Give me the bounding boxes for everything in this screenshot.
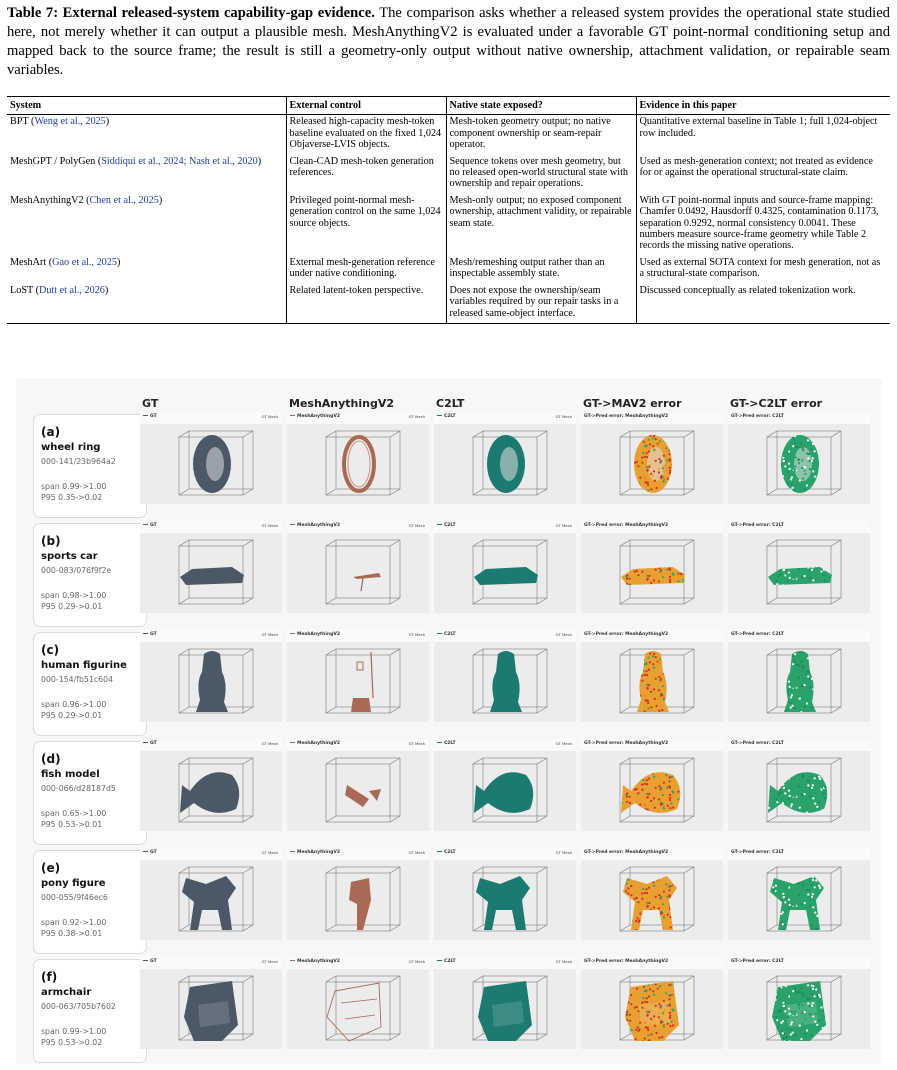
- gt-mesh-label: GT Mesh: [408, 959, 425, 964]
- panel-legend: GT->Pred error: C2LT: [731, 414, 784, 419]
- citation-link[interactable]: Siddiqui et al., 2024; Nash et al., 2020: [101, 155, 258, 167]
- cell-system: [7, 256, 286, 284]
- gt-mesh-label: GT Mesh: [555, 523, 572, 528]
- render-panel-gt: [140, 739, 282, 831]
- render-panel-gt: [140, 521, 282, 613]
- gt-mesh-label: GT Mesh: [555, 741, 572, 746]
- panel-legend: GT->Pred error: C2LT: [731, 523, 784, 528]
- cell-native-state: Mesh/remeshing output rather than an inspectable assembly state.: [446, 256, 636, 284]
- citation-link[interactable]: Gao et al., 2025: [52, 256, 117, 268]
- object-card: [33, 959, 147, 1063]
- gt-mesh-label: GT Mesh: [261, 414, 278, 419]
- object-span: span 0.99->1.00: [41, 482, 107, 491]
- system-name-end: ): [158, 194, 163, 206]
- panel-legend: C2LT: [437, 414, 456, 419]
- render-panel-err-mav2: [581, 521, 723, 613]
- citation-link[interactable]: Chen et al., 2025: [89, 194, 159, 206]
- render-panel-err-mav2: [581, 739, 723, 831]
- render-panel-gt: [140, 630, 282, 722]
- panel-legend: GT->Pred error: C2LT: [731, 959, 784, 964]
- render-panel-err-c2lt: [728, 521, 870, 613]
- system-name-end: ): [116, 256, 121, 268]
- render-panel-c2lt: [434, 848, 576, 940]
- system-name-end: ): [105, 116, 110, 128]
- gt-mesh-label: GT Mesh: [555, 850, 572, 855]
- panel-legend: C2LT: [437, 959, 456, 964]
- panel-legend: GT: [143, 850, 157, 855]
- cell-external-control: Clean-CAD mesh-token generation references.: [286, 155, 446, 194]
- panel-legend: C2LT: [437, 850, 456, 855]
- gt-mesh-label: GT Mesh: [408, 632, 425, 637]
- object-letter: (d): [41, 752, 61, 766]
- object-p95: P95 0.29->0.01: [41, 711, 103, 720]
- render-panel-mav2: [287, 412, 429, 504]
- cell-native-state: Mesh-token geometry output; no native component ownership or seam-repair operator.: [446, 115, 636, 155]
- object-letter: (a): [41, 425, 61, 439]
- object-name: human figurine: [41, 660, 127, 671]
- object-name: fish model: [41, 769, 100, 780]
- cell-evidence: Used as mesh-generation context; not treated as evidence for or against the operational structural-state claim.: [636, 155, 890, 194]
- object-p95: P95 0.38->0.01: [41, 929, 103, 938]
- panel-legend: MeshAnythingV2: [290, 523, 340, 528]
- object-letter: (c): [41, 643, 60, 657]
- render-panel-c2lt: [434, 739, 576, 831]
- object-name: wheel ring: [41, 442, 101, 453]
- panel-legend: GT: [143, 414, 157, 419]
- cell-external-control: Released high-capacity mesh-token baseline evaluated on the fixed 1,024 Objaverse-LVIS objects.: [286, 115, 446, 155]
- gt-mesh-label: GT Mesh: [261, 523, 278, 528]
- header-external-control: External control: [286, 97, 446, 115]
- panel-legend: GT: [143, 632, 157, 637]
- object-id: 000-066/d28187d5: [41, 784, 116, 793]
- object-letter: (f): [41, 970, 58, 984]
- gt-mesh-label: GT Mesh: [261, 850, 278, 855]
- cell-evidence: With GT point-normal inputs and source-frame mapping: Chamfer 0.0492, Hausdorff 0.4325, contamination 0.1173, separation 0.9292, normal consistency 0.0041. These numbers measure source-frame geometry while Table 2 records the missing native operations.: [636, 194, 890, 256]
- render-panel-mav2: [287, 957, 429, 1049]
- object-name: sports car: [41, 551, 98, 562]
- gt-mesh-label: GT Mesh: [555, 414, 572, 419]
- table-row-meshart: [7, 256, 890, 284]
- cell-system: [7, 115, 286, 155]
- col-header-gt-mav2-error: GT->MAV2 error: [583, 397, 682, 410]
- object-card: [33, 523, 147, 627]
- gt-mesh-label: GT Mesh: [408, 850, 425, 855]
- header-evidence: Evidence in this paper: [636, 97, 890, 115]
- object-id: 000-154/fb51c604: [41, 675, 113, 684]
- render-panel-err-mav2: [581, 630, 723, 722]
- render-panel-c2lt: [434, 412, 576, 504]
- system-name-end: ): [257, 155, 262, 167]
- render-panel-err-c2lt: [728, 739, 870, 831]
- cell-evidence: Discussed conceptually as related tokenization work.: [636, 284, 890, 324]
- col-header-gt-c2lt-error: GT->C2LT error: [730, 397, 823, 410]
- panel-legend: GT->Pred error: MeshAnythingV2: [584, 632, 669, 637]
- system-name: MeshGPT / PolyGen (: [10, 155, 102, 167]
- qualitative-comparison-figure: [16, 378, 882, 1064]
- object-p95: P95 0.29->0.01: [41, 602, 103, 611]
- header-system: System: [7, 97, 286, 115]
- panel-legend: GT->Pred error: MeshAnythingV2: [584, 741, 669, 746]
- panel-legend: GT->Pred error: MeshAnythingV2: [584, 523, 669, 528]
- panel-legend: MeshAnythingV2: [290, 850, 340, 855]
- panel-legend: MeshAnythingV2: [290, 632, 340, 637]
- panel-legend: GT->Pred error: C2LT: [731, 850, 784, 855]
- panel-legend: GT: [143, 741, 157, 746]
- panel-legend: GT->Pred error: MeshAnythingV2: [584, 850, 669, 855]
- object-span: span 0.65->1.00: [41, 809, 107, 818]
- panel-legend: GT->Pred error: C2LT: [731, 632, 784, 637]
- object-card: [33, 741, 147, 845]
- system-name: BPT (: [10, 116, 35, 128]
- table-row-lost: [7, 284, 890, 324]
- table-header-row: [7, 97, 890, 115]
- render-panel-mav2: [287, 521, 429, 613]
- citation-link[interactable]: Weng et al., 2025: [34, 116, 106, 128]
- object-id: 000-141/23b964a2: [41, 457, 116, 466]
- gt-mesh-label: GT Mesh: [261, 959, 278, 964]
- render-panel-err-c2lt: [728, 957, 870, 1049]
- render-panel-mav2: [287, 848, 429, 940]
- panel-legend: C2LT: [437, 632, 456, 637]
- object-p95: P95 0.35->0.02: [41, 493, 103, 502]
- object-span: span 0.92->1.00: [41, 918, 107, 927]
- gt-mesh-label: GT Mesh: [261, 632, 278, 637]
- system-name: LoST (: [10, 284, 39, 296]
- object-name: armchair: [41, 987, 92, 998]
- col-header-gt: GT: [142, 397, 159, 410]
- caption-text: The comparison asks whether a released system provides the operational state studied here, not merely whether it can output a plausible mesh. MeshAnythingV2 is evaluated under a favorable GT point-normal conditioning setup and mapped back to the source frame; the result is still a geometry-only output without native ownership, attachment validation, or repairable seam variables.: [7, 5, 890, 78]
- gt-mesh-label: GT Mesh: [261, 741, 278, 746]
- col-header-meshanythingv2: MeshAnythingV2: [289, 397, 395, 410]
- panel-legend: GT->Pred error: C2LT: [731, 741, 784, 746]
- panel-legend: C2LT: [437, 523, 456, 528]
- render-panel-err-mav2: [581, 848, 723, 940]
- object-card: [33, 632, 147, 736]
- caption-label: Table 7: External released-system capability-gap evidence.: [7, 5, 375, 21]
- object-id: 000-055/9f46ec6: [41, 893, 108, 902]
- object-span: span 0.98->1.00: [41, 591, 107, 600]
- render-panel-c2lt: [434, 957, 576, 1049]
- cell-native-state: Does not expose the ownership/seam variables required by our repair tasks in a released same-object interface.: [446, 284, 636, 324]
- capability-gap-table: [7, 96, 890, 324]
- panel-legend: GT: [143, 959, 157, 964]
- render-panel-mav2: [287, 739, 429, 831]
- gt-mesh-label: GT Mesh: [555, 632, 572, 637]
- cell-system: [7, 284, 286, 324]
- render-panel-err-mav2: [581, 412, 723, 504]
- panel-legend: GT->Pred error: MeshAnythingV2: [584, 959, 669, 964]
- table-caption: [7, 4, 890, 80]
- object-span: span 0.96->1.00: [41, 700, 107, 709]
- panel-legend: MeshAnythingV2: [290, 414, 340, 419]
- panel-legend: GT: [143, 523, 157, 528]
- gt-mesh-label: GT Mesh: [408, 414, 425, 419]
- object-span: span 0.99->1.00: [41, 1027, 107, 1036]
- system-name: MeshArt (: [10, 256, 53, 268]
- render-panel-err-mav2: [581, 957, 723, 1049]
- gt-mesh-label: GT Mesh: [408, 741, 425, 746]
- render-panel-c2lt: [434, 521, 576, 613]
- render-panel-gt: [140, 848, 282, 940]
- render-panel-mav2: [287, 630, 429, 722]
- cell-external-control: Related latent-token perspective.: [286, 284, 446, 324]
- table-row-bpt: [7, 115, 890, 155]
- gt-mesh-label: GT Mesh: [555, 959, 572, 964]
- object-letter: (b): [41, 534, 61, 548]
- render-panel-gt: [140, 412, 282, 504]
- object-card: [33, 850, 147, 954]
- object-id: 000-063/705b7602: [41, 1002, 116, 1011]
- cell-system: [7, 155, 286, 194]
- object-p95: P95 0.53->0.01: [41, 820, 103, 829]
- cell-external-control: Privileged point-normal mesh-generation control on the same 1,024 source objects.: [286, 194, 446, 256]
- render-panel-gt: [140, 957, 282, 1049]
- render-panel-err-c2lt: [728, 630, 870, 722]
- cell-external-control: External mesh-generation reference under native conditioning.: [286, 256, 446, 284]
- object-card: [33, 414, 147, 518]
- gt-mesh-label: GT Mesh: [408, 523, 425, 528]
- object-letter: (e): [41, 861, 61, 875]
- render-panel-err-c2lt: [728, 412, 870, 504]
- object-name: pony figure: [41, 878, 106, 889]
- cell-evidence: Used as external SOTA context for mesh generation, not as a structural-state comparison.: [636, 256, 890, 284]
- table-row-meshanythingv2: [7, 194, 890, 256]
- system-name: MeshAnythingV2 (: [10, 194, 90, 206]
- system-name-end: ): [104, 284, 109, 296]
- panel-legend: C2LT: [437, 741, 456, 746]
- cell-native-state: Sequence tokens over mesh geometry, but no released open-world structural state with ownership and repair operations.: [446, 155, 636, 194]
- col-header-c2lt: C2LT: [436, 397, 465, 410]
- object-id: 000-083/076f9f2e: [41, 566, 112, 575]
- cell-evidence: Quantitative external baseline in Table 1; full 1,024-object row included.: [636, 115, 890, 155]
- panel-legend: MeshAnythingV2: [290, 741, 340, 746]
- panel-legend: MeshAnythingV2: [290, 959, 340, 964]
- render-panel-c2lt: [434, 630, 576, 722]
- object-p95: P95 0.53->0.02: [41, 1038, 103, 1047]
- citation-link[interactable]: Dutt et al., 2026: [38, 284, 105, 296]
- panel-legend: GT->Pred error: MeshAnythingV2: [584, 414, 669, 419]
- render-panel-err-c2lt: [728, 848, 870, 940]
- cell-native-state: Mesh-only output; no exposed component ownership, attachment validity, or repairable seam state.: [446, 194, 636, 256]
- table-row-meshgpt-polygen: [7, 155, 890, 194]
- header-native-state: Native state exposed?: [446, 97, 636, 115]
- cell-system: [7, 194, 286, 256]
